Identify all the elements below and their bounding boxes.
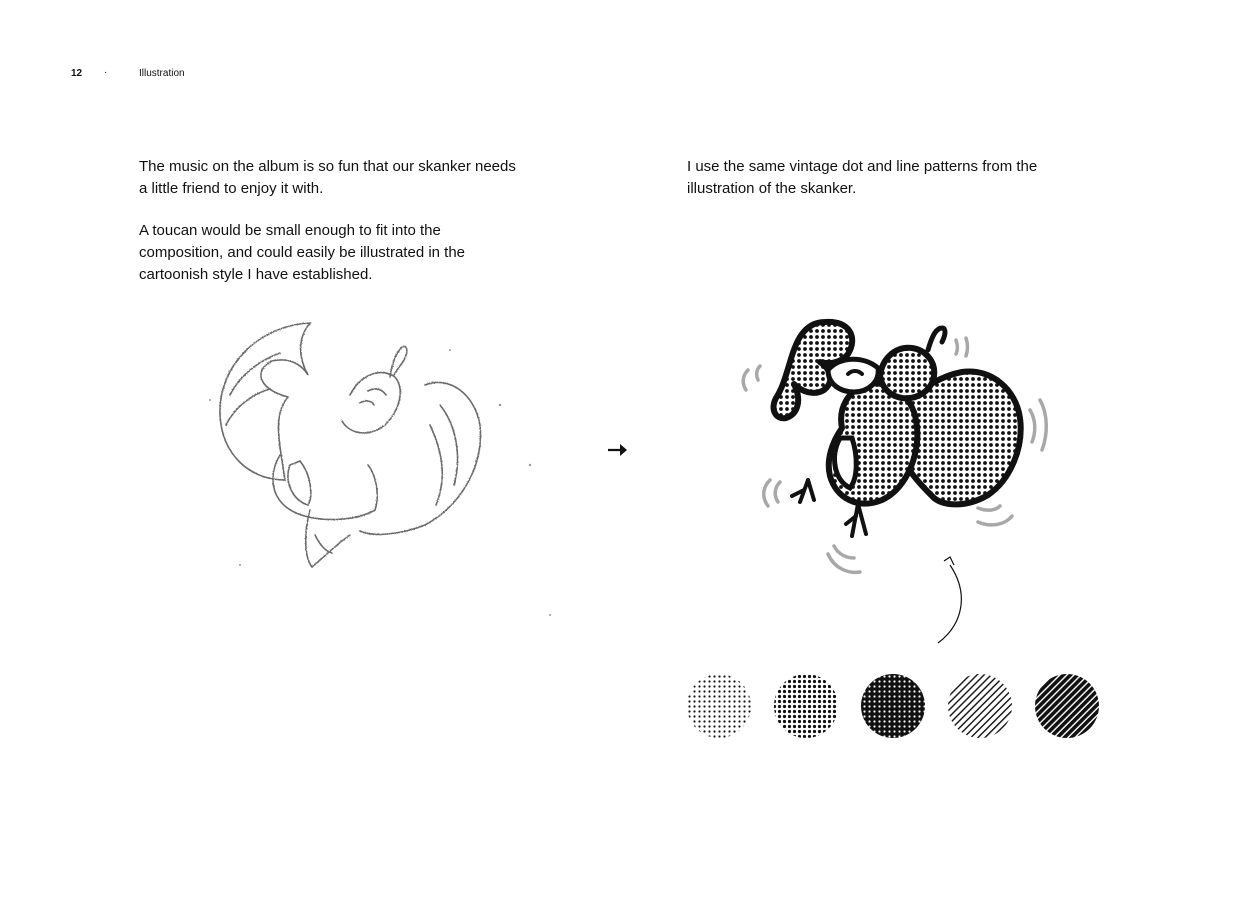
right-paragraph-1: I use the same vintage dot and line patterns from the illustration of the skanker. [687,158,1038,197]
section-title: Illustration [139,68,185,79]
pattern-swatches [687,674,1107,740]
left-text-column [139,156,519,306]
right-text-column [687,156,1067,220]
dark-line-swatch [1035,674,1099,738]
right-arrow-icon [606,440,630,460]
left-paragraph-2: A toucan would be small enough to fit into the composition, and could easily be illustrated in the cartoonish style I have established. [139,222,466,283]
left-paragraph-1: The music on the album is so fun that our skanker needs a little friend to enjoy it with. [139,158,516,197]
dark-dot-swatch [861,674,925,738]
medium-dot-swatch [774,674,838,738]
curved-arrow-icon [930,555,980,650]
page-number: 12 [71,68,83,79]
page-header [0,68,1238,82]
toucan-pencil-sketch [200,305,560,655]
light-dot-swatch [687,674,751,738]
header-separator: · [104,67,108,78]
light-line-swatch [948,674,1012,738]
toucan-halftone-illustration [730,310,1070,590]
